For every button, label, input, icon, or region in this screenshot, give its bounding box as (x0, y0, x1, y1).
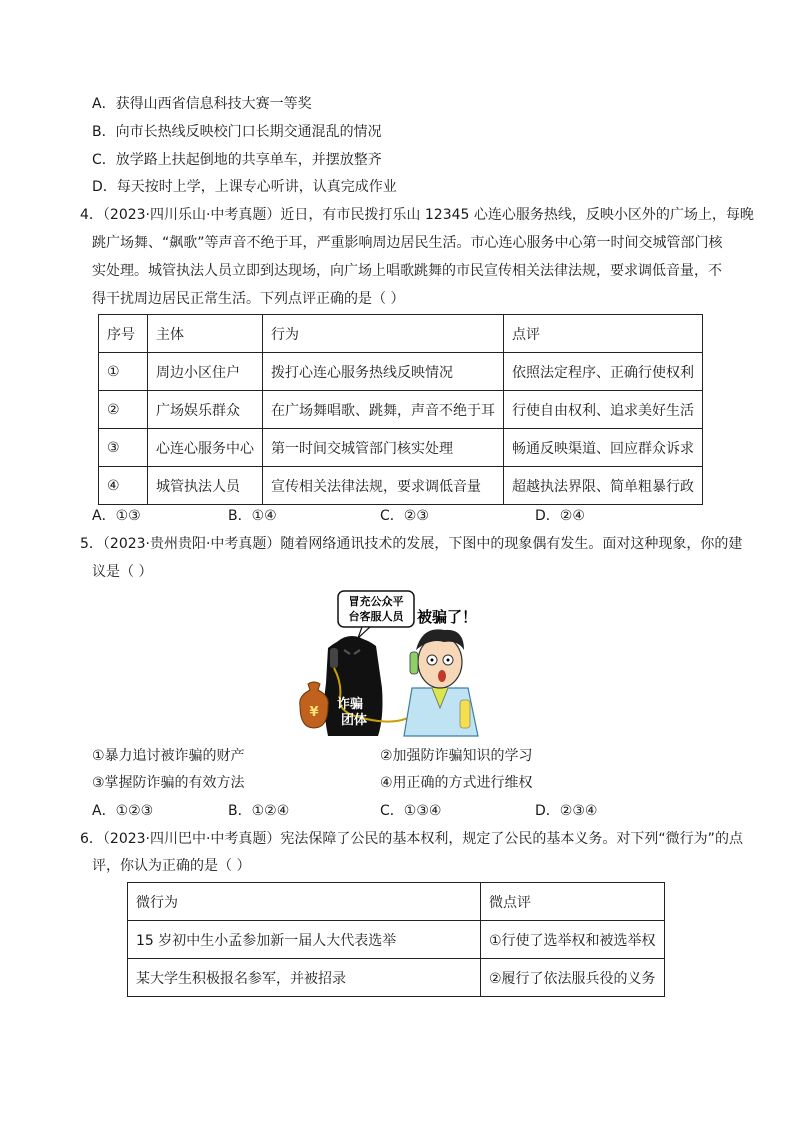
table-header: 主体 (148, 315, 263, 353)
answer-d: D．②③④ (535, 803, 598, 819)
answer-d: D．②④ (535, 508, 585, 524)
table-cell: ③ (99, 429, 148, 467)
answer-c: C．①③④ (380, 803, 442, 819)
table-header-row (128, 883, 665, 921)
table-cell: 第一时间交城管部门核实处理 (263, 429, 504, 467)
table-row (99, 353, 703, 391)
question-4-line-1: 4．（2023·四川乐山·中考真题）近日，有市民拨打乐山 12345 心连心服务热线，反映小区外的广场上，每晚 (80, 207, 754, 223)
table-cell: 超越执法界限、简单粗暴行政 (504, 467, 703, 505)
table-row (99, 429, 703, 467)
q5-item-1: ①暴力追讨被诈骗的财产 (92, 748, 245, 764)
answer-b: B．①②④ (228, 803, 290, 819)
money-bag-symbol: ¥ (309, 705, 319, 720)
table-cell: 畅通反映渠道、回应群众诉求 (504, 429, 703, 467)
group-label-1: 诈骗 (336, 697, 364, 712)
answer-b: B．①④ (228, 508, 277, 524)
question-4-line-3: 实处理。城管执法人员立即到达现场，向广场上唱歌跳舞的市民宣传相关法律法规，要求调低音量，不 (92, 263, 722, 279)
table-cell: 宣传相关法律法规，要求调低音量 (263, 467, 504, 505)
table-cell: 依照法定程序、正确行使权利 (504, 353, 703, 391)
answer-c: C．②③ (380, 508, 429, 524)
table-cell: 行使自由权利、追求美好生活 (504, 391, 703, 429)
question-4-table (98, 314, 703, 505)
table-header: 微点评 (481, 883, 665, 921)
question-6-line-1: 6．（2023·四川巴中·中考真题）宪法保障了公民的基本权利，规定了公民的基本义务。对下列“微行为”的点 (80, 831, 743, 847)
table-header: 点评 (504, 315, 703, 353)
table-header: 序号 (99, 315, 148, 353)
question-4-line-4: 得干扰周边居民正常生活。下列点评正确的是（ ） (92, 291, 405, 307)
q5-item-3: ③掌握防诈骗的有效方法 (92, 775, 245, 791)
table-cell: 拨打心连心服务热线反映情况 (263, 353, 504, 391)
table-cell: 某大学生积极报名参军，并被招录 (128, 959, 481, 997)
table-cell: 在广场舞唱歌、跳舞，声音不绝于耳 (263, 391, 504, 429)
table-cell: 城管执法人员 (148, 467, 263, 505)
table-cell: ①行使了选举权和被选举权 (481, 921, 665, 959)
table-header: 微行为 (128, 883, 481, 921)
fraud-cartoon-image (292, 588, 504, 740)
question-6-line-2: 评，你认为正确的是（ ） (92, 858, 251, 874)
table-cell: 广场娱乐群众 (148, 391, 263, 429)
table-row (128, 921, 665, 959)
table-cell: 周边小区住户 (148, 353, 263, 391)
question-6-table (127, 882, 665, 997)
question-4-line-2: 跳广场舞、“飙歌”等声音不绝于耳，严重影响周边居民生活。市心连心服务中心第一时间交城管部门核 (92, 235, 723, 251)
table-row (99, 391, 703, 429)
q5-item-2: ②加强防诈骗知识的学习 (380, 748, 533, 764)
victim-figure (404, 629, 478, 736)
table-row (128, 959, 665, 997)
table-cell: ① (99, 353, 148, 391)
option-c: C．放学路上扶起倒地的共享单车，并摆放整齐 (92, 152, 382, 168)
q5-item-4: ④用正确的方式进行维权 (380, 775, 533, 791)
phone-icon (330, 648, 338, 668)
table-cell: 15 岁初中生小孟参加新一届人大代表选举 (128, 921, 481, 959)
table-cell: ②履行了依法服兵役的义务 (481, 959, 665, 997)
table-cell: ② (99, 391, 148, 429)
answer-a: A．①②③ (92, 803, 154, 819)
option-d: D．每天按时上学，上课专心听讲，认真完成作业 (92, 179, 397, 195)
table-row (99, 467, 703, 505)
option-b: B．向市长热线反映校门口长期交通混乱的情况 (92, 124, 382, 140)
group-label-2: 团体 (340, 713, 368, 728)
bubble-text-2: 台客服人员 (348, 610, 404, 623)
question-5-line-2: 议是（ ） (92, 564, 153, 580)
answer-a: A．①③ (92, 508, 141, 524)
option-a: A．获得山西省信息科技大赛一等奖 (92, 96, 312, 112)
table-cell: ④ (99, 467, 148, 505)
bubble-text-1: 冒充公众平 (348, 595, 404, 608)
question-5-line-1: 5．（2023·贵州贵阳·中考真题）随着网络通讯技术的发展，下图中的现象偶有发生。面对这种现象，你的建 (80, 536, 743, 552)
table-header: 行为 (263, 315, 504, 353)
table-header-row (99, 315, 703, 353)
table-cell: 心连心服务中心 (148, 429, 263, 467)
shout-text: 被骗了！ (417, 608, 478, 626)
